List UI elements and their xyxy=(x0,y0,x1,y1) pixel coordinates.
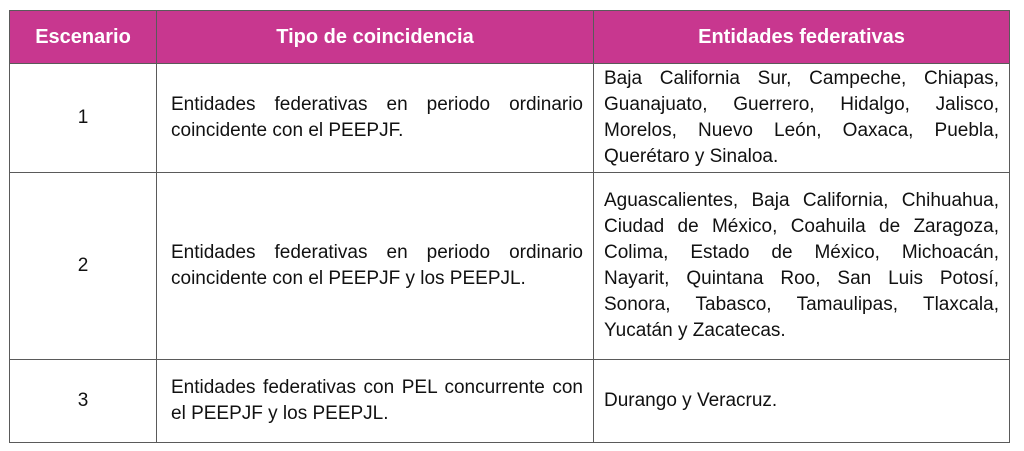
scenario-number: 3 xyxy=(10,360,157,443)
coincidence-type: Entidades federativas en periodo ordinario coincidente con el PEEPJF y los PEEPJL. xyxy=(157,173,594,360)
states-list: Aguascalientes, Baja California, Chihuahua, Ciudad de México, Coahuila de Zaragoza, Colima, Estado de México, Michoacán, Nayarit, Quintana Roo, San Luis Potosí, Sonora, Tabasco, Tamaulipas, Tlaxcala, Yucatán y Zacatecas. xyxy=(594,173,1010,360)
header-row xyxy=(10,11,1010,64)
scenario-number: 1 xyxy=(10,64,157,173)
coincidence-type: Entidades federativas con PEL concurrente con el PEEPJF y los PEEPJL. xyxy=(157,360,594,443)
table-row xyxy=(10,360,1010,443)
header-entidades-federativas: Entidades federativas xyxy=(594,11,1010,64)
scenarios-table xyxy=(9,10,1010,443)
header-escenario: Escenario xyxy=(10,11,157,64)
table-row xyxy=(10,64,1010,173)
scenario-number: 2 xyxy=(10,173,157,360)
states-list: Durango y Veracruz. xyxy=(594,360,1010,443)
states-list: Baja California Sur, Campeche, Chiapas, Guanajuato, Guerrero, Hidalgo, Jalisco, Morelos, Nuevo León, Oaxaca, Puebla, Querétaro y Sinaloa. xyxy=(594,64,1010,173)
header-tipo-coincidencia: Tipo de coincidencia xyxy=(157,11,594,64)
coincidence-type: Entidades federativas en periodo ordinario coincidente con el PEEPJF. xyxy=(157,64,594,173)
table-row xyxy=(10,173,1010,360)
